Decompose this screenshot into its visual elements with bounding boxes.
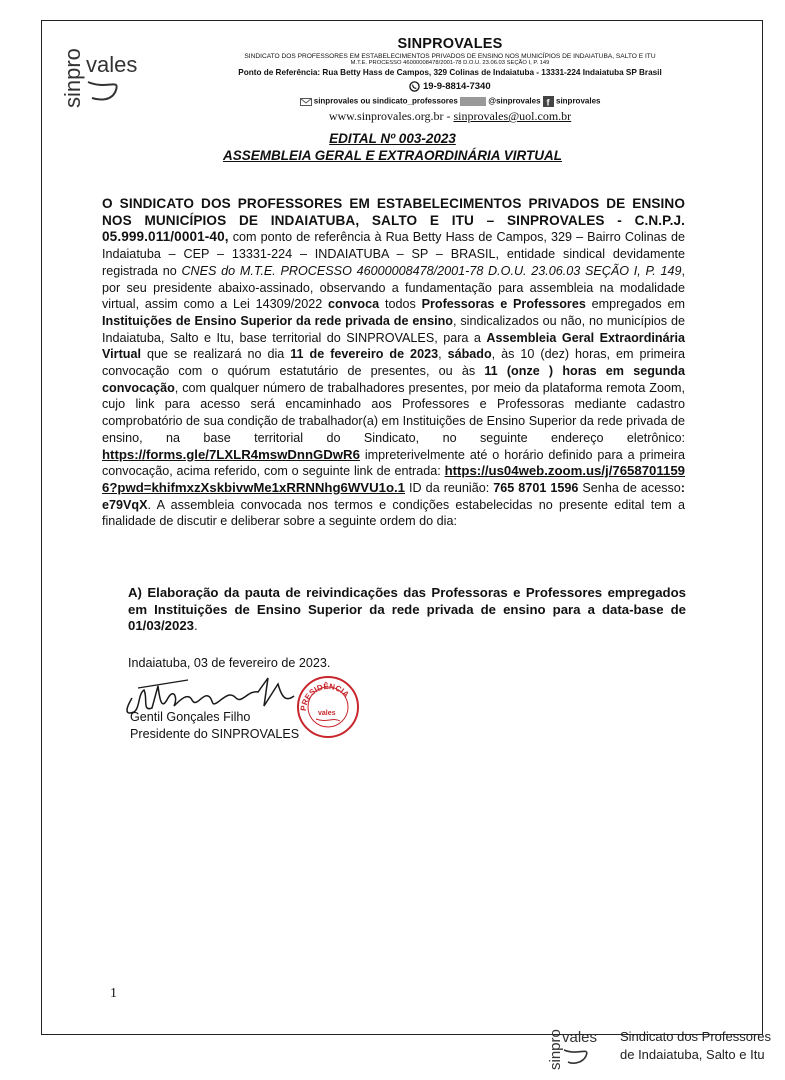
text-segment: , [438, 347, 448, 362]
instagram-icon [460, 97, 486, 106]
meeting-date: 11 de fevereiro de 2023 [290, 347, 439, 362]
agenda-item-a [128, 585, 686, 635]
text-segment: , por seu presidente abaixo-assinado, observando a fundamentação para assembleia na modalidade virtual, assim como a Lei 14309/2022 [102, 263, 685, 312]
presidency-stamp [296, 675, 360, 739]
text-bold: Professoras e Professores [421, 297, 586, 312]
letterhead [185, 36, 715, 124]
agenda-item-period: . [194, 618, 198, 633]
meeting-id: 765 8701 1596 [493, 480, 579, 495]
phone-number: 19-9-8814-7340 [423, 81, 491, 93]
agenda-item-text: A) Elaboração da pauta de reivindicações das Professoras e Professores empregados em Instituições de Ensino Superior da rede privada de ensino para a data-base de 01/03/2023 [128, 585, 686, 633]
text-bold: convoca [328, 297, 380, 312]
logo-text-vales: vales [86, 52, 138, 77]
text-segment: impreterivelmente até o horário definido para a primeira convocação, acima referido, com o seguinte link de entrada: [102, 447, 685, 479]
zoom-link[interactable]: https://us04web.zoom.us/j/76587011596?pwd=khifmxzXskbivwMe1xRRNNhg6WVU1o.1 [102, 463, 685, 495]
text-bold: sábado [447, 347, 492, 362]
text-segment: , às 10 (dez) horas, em primeira convocação com o quórum estatutário de presentes, ou às [102, 347, 685, 379]
page-number: 1 [110, 986, 117, 1001]
footer-logo [540, 1020, 620, 1072]
web-separator: - [443, 109, 454, 124]
text-segment: Senha de acesso [578, 480, 681, 495]
text-bold: 11 (onze ) horas em segunda convocação [102, 364, 685, 395]
signer-role: Presidente do SINPROVALES [130, 726, 300, 741]
text-segment: que se realizará no dia [140, 347, 291, 362]
meeting-password: : e79VqX [102, 480, 685, 512]
signer-name: Gentil Gonçales Filho [130, 710, 251, 724]
facebook-icon [543, 96, 554, 107]
edital-body [102, 196, 685, 530]
text-segment: com ponto de referência à Rua Betty Hass de Campos, 329 – Bairro Colinas de Indaiatuba – CEP – 13331-224 – INDAIATUBA – SP – BRASIL, entidade sindical devidamente registrada no [102, 230, 685, 278]
forms-link[interactable]: https://forms.gle/7LXLR4mswDnnGDwR6 [102, 446, 360, 462]
org-registration: M.T.E. PROCESSO 46000008478/2001-78 D.O.U. 23.06.03 SEÇÃO I, P. 149 [350, 60, 550, 66]
org-full-name: SINDICATO DOS PROFESSORES EM ESTABELECIMENTOS PRIVADOS DE ENSINO NOS MUNICÍPIOS DE INDAIATUBA, SALTO E ITU [244, 53, 656, 60]
svg-text:sinpro: sinpro [547, 1029, 564, 1070]
social-instagram-handle: @sinprovales [488, 96, 541, 106]
svg-text:f: f [546, 97, 550, 108]
text-segment: , sindicalizados ou não, no municípios de Indaiatuba, Salto e Itu, base territorial do SINPROVALES, para a [102, 313, 685, 345]
email-link[interactable]: sinprovales@uol.com.br [453, 109, 572, 124]
svg-text:vales: vales [562, 1029, 598, 1046]
org-name: SINPROVALES [397, 36, 503, 52]
svg-text:PRESIDÊNCIA: PRESIDÊNCIA [298, 681, 351, 712]
text-segment: ID da reunião: [405, 480, 494, 495]
edital-titles [100, 130, 685, 164]
email-icon [300, 98, 312, 106]
org-phone [185, 81, 715, 92]
svg-text:vales: vales [318, 710, 336, 717]
edital-paragraph [102, 196, 685, 530]
signature-date: Indaiatuba, 03 de fevereiro de 2023. [128, 656, 331, 670]
social-facebook-handle: sinprovales [556, 96, 601, 106]
footer-line-2: de Indaiatuba, Salto e Itu [620, 1047, 765, 1062]
text-segment: todos [379, 297, 422, 312]
union-name: O SINDICATO DOS PROFESSORES EM ESTABELECIMENTOS PRIVADOS DE ENSINO NOS MUNICÍPIOS DE INDAIATUBA, SALTO E ITU – SINPROVALES - C.N.P.J. 05.999.011/0001-40, [102, 196, 685, 245]
sinprovales-logo [58, 38, 178, 110]
text-bold: Assembleia Geral Extraordinária Virtual [102, 330, 685, 362]
text-bold: Instituições de Ensino Superior da rede privada de ensino [102, 313, 453, 328]
logo-text-sinpro: sinpro [60, 48, 85, 108]
signer-block [130, 709, 299, 742]
footer-line-1: Sindicato dos Professores [620, 1029, 772, 1044]
text-segment: , com qualquer número de trabalhadores presentes, por meio da plataforma remota Zoom, cujo link para acesso será encaminhado aos Professores e Professoras mediante cadastro comprobatório de sua condição de trabalhador(a) em Instituições de Ensino Superior da rede privada de ensino, na base territorial do Sindicato, no seguinte endereço eletrônico: [102, 380, 685, 445]
edital-number: EDITAL Nº 003-2023 [329, 131, 456, 146]
social-email-handle: sinprovales ou sindicato_professores [313, 96, 458, 106]
text-segment: empregados em [585, 297, 685, 312]
edital-subject: ASSEMBLEIA GERAL E EXTRAORDINÁRIA VIRTUAL [222, 148, 563, 163]
org-address: Ponto de Referência: Rua Betty Hass de Campos, 329 Colinas de Indaiatuba - 13331-224 Indaiatuba SP Brasil [238, 68, 662, 77]
footer-tagline [620, 1028, 771, 1064]
text-segment: . A assembleia convocada nos termos e condições estabelecidas no presente edital tem a finalidade de discutir e deliberar sobre a seguinte ordem do dia: [102, 497, 685, 529]
website-link[interactable]: www.sinprovales.org.br [328, 109, 444, 124]
whatsapp-icon [409, 81, 420, 92]
social-handles [185, 96, 715, 107]
org-web [185, 109, 715, 124]
registration-ref: CNES do M.T.E. PROCESSO 46000008478/2001-78 D.O.U. 23.06.03 SEÇÃO I, P. 149 [181, 263, 682, 278]
